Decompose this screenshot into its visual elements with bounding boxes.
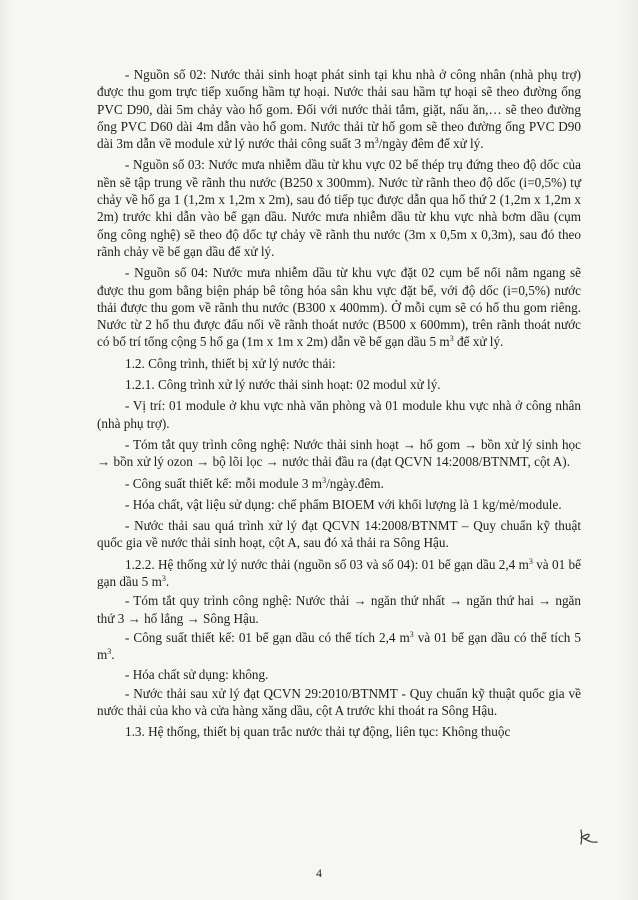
paragraph-dat-chuan-2 [97, 685, 581, 720]
paragraph-cong-suat-2 [97, 629, 581, 664]
text-run: - Nước thải sau xử lý đạt QCVN 29:2010/BTNMT - Quy chuẩn kỹ thuật quốc gia về nước thải của kho và cửa hàng xăng dầu, cột A trước khi thoát ra Sông Hậu. [97, 685, 581, 719]
text-run: để xử lý. [453, 334, 504, 350]
text-run: và 01 bể gạn dầu 5 m [97, 556, 581, 590]
paragraph-quy-trinh-1 [97, 436, 581, 471]
text-run: 1.2.2. Hệ thống xử lý nước thải (nguồn số 03 và số 04): 01 bể gạn dầu 2,4 m [125, 556, 529, 572]
text-run: - Vị trí: 01 module ở khu vực nhà văn phòng và 01 module khu vực nhà ở công nhân (nhà phụ trợ). [97, 398, 581, 431]
paragraph-cong-suat-1 [97, 475, 581, 492]
text-run: - Nguồn số 02: Nước thải sinh hoạt phát sinh tại khu nhà ở công nhân (nhà phụ trợ) được thu gom trực tiếp xuống hầm tự hoại. Nước thải sau hầm tự hoại sẽ theo đường ống PVC D90, dài 5m chảy vào hố gom. Đối với nước thải tắm, giặt, nấu ăn,… sẽ theo đường ống PVC D60 dài 4m dẫn vào hố gom. Nước thải từ hố gom sẽ theo đường ống PVC D90 dài 3m dẫn về module xử lý nước thải công suất 3 m [97, 67, 581, 152]
text-run: - Hóa chất, vật liệu sử dụng: chế phẩm BIOEM với khối lượng là 1 kg/mẻ/module. [125, 496, 562, 512]
text-run: /ngày.đêm. [326, 475, 384, 491]
paragraph-nguon-04 [97, 264, 581, 350]
paragraph-hoa-chat-1 [97, 496, 581, 513]
text-run: - Công suất thiết kế: mỗi module 3 m [125, 475, 323, 491]
text-run: - Tóm tắt quy trình công nghệ: Nước thải sinh hoạt → hố gom → bồn xử lý sinh học → bồn xử lý ozon → bộ lõi lọc → nước thải đầu ra (đạt QCVN 14:2008/BTNMT, cột A). [97, 436, 581, 470]
text-run: 1.2.1. Công trình xử lý nước thải sinh hoạt: 02 modul xử lý. [125, 377, 441, 393]
text-run: . [165, 574, 170, 590]
document-body [97, 66, 581, 743]
superscript: 3 [374, 136, 379, 146]
paragraph-hoa-chat-2 [97, 666, 581, 683]
paragraph-dat-chuan-1 [97, 517, 581, 552]
superscript: 3 [161, 574, 166, 584]
page-number: 4 [316, 866, 322, 880]
superscript: 3 [107, 647, 112, 657]
text-run: /ngày đêm để xử lý. [378, 136, 484, 152]
paragraph-quy-trinh-2 [97, 592, 581, 627]
paragraph-heading-1-2-2 [97, 556, 581, 591]
text-run: - Nguồn số 04: Nước mưa nhiễm dầu từ khu vực đặt 02 cụm bể nổi nằm ngang sẽ được thu gom bằng biện pháp bê tông hóa sân khu vực đặt bể, với độ dốc (i=0,5%) nước thải được thu gom về rãnh thu nước (B300 x 400mm). Ở mỗi cụm sẽ có hố thu gom riêng. Nước từ 2 hố thu được đấu nối về rãnh thoát nước (B500 x 600mm), trên rãnh thoát nước có bố trí tổng cộng 5 hố ga (1m x 1m x 2m) dẫn về bể gạn dầu 5 m [97, 265, 581, 350]
text-run: - Nước thải sau quá trình xử lý đạt QCVN 14:2008/BTNMT – Quy chuẩn kỹ thuật quốc gia về nước thải sinh hoạt, cột A, sau đó xả thải ra Sông Hậu. [97, 518, 581, 551]
text-run: - Tóm tắt quy trình công nghệ: Nước thải → ngăn thứ nhất → ngăn thứ hai → ngăn thứ 3 → hố lắng → Sông Hậu. [97, 593, 581, 626]
text-run: 1.2. Công trình, thiết bị xử lý nước thải: [125, 355, 336, 371]
paragraph-heading-1-3 [97, 723, 581, 740]
paragraph-heading-1-2 [97, 355, 581, 372]
paragraph-nguon-03 [97, 156, 581, 260]
handwritten-initial-mark [576, 827, 600, 847]
superscript: 3 [528, 556, 533, 566]
paragraph-nguon-02 [97, 66, 581, 152]
text-run: - Hóa chất sử dụng: không. [125, 666, 269, 682]
superscript: 3 [322, 475, 327, 485]
text-run: - Công suất thiết kế: 01 bể gạn dầu có thể tích 2,4 m [125, 629, 410, 645]
text-run: và 01 bể gạn dầu có thể tích 5 m [97, 629, 581, 663]
text-run: . [111, 647, 115, 663]
text-run: - Nguồn số 03: Nước mưa nhiễm dầu từ khu vực 02 bể thép trụ đứng theo độ dốc của nền sẽ tập trung về rãnh thu nước (B250 x 300mm). Nước từ rãnh theo độ dốc (i=0,5%) tự chảy về hố ga 1 (1,2m x 1,2m x 2m), sau đó tiếp tục được dẫn qua hố thứ 2 (1,2m x 1,2m x 2m) trước khi dẫn vào bể gạn dầu. Nước mưa nhiễm dầu từ khu vực nhà bơm dầu (cụm ống công nghệ) sẽ theo độ dốc tự chảy về rãnh thu nước (3m x 0,5m x 0,3m), sau đó theo rãnh chảy về bể gạn dầu để xử lý. [97, 157, 581, 259]
paragraph-vi-tri [97, 397, 581, 432]
superscript: 3 [449, 334, 454, 344]
text-run: 1.3. Hệ thống, thiết bị quan trắc nước thải tự động, liên tục: Không thuộc [125, 724, 511, 740]
paragraph-heading-1-2-1 [97, 376, 581, 393]
superscript: 3 [409, 629, 414, 639]
